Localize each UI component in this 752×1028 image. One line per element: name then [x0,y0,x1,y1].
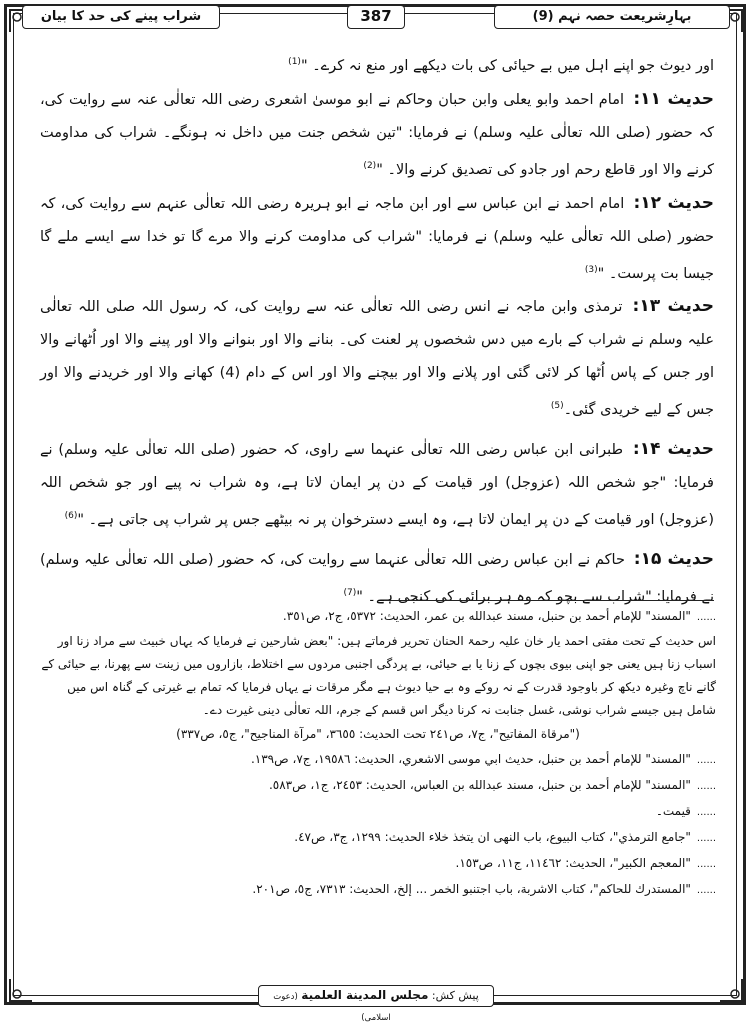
footnote-item: ......"جامع الترمذي"، كتاب البيوع، باب النهى ان يتخذ خلاء الحديث: ١٢٩٩، ج٣، ص٤٧. [294,830,716,844]
hadith-label: حدیث ۱۱: [633,88,714,109]
paragraph-text: امام احمد نے ابن عباس سے اور ابن ماجہ نے ابو ہریرہ رضی اللہ تعالٰی عنہم سے روایت کی، کہ حضور (صلی اللہ تعالٰی علیہ وسلم) نے فرمایا: "شراب کی مداومت کرنے والا مرے گا تو خدا سے ایسے ملے گا جیسا بت پرست۔ " [40,195,714,282]
page-header [22,5,730,31]
publisher-footer [258,985,494,1023]
footnotes [40,604,716,903]
footnote-item: ......"المستدرك للحاكم"، كتاب الاشربة، باب اجتنبو الخمر ... إلخ، الحديث: ٧٣١٣، ج٥، ص٢٠١. [252,882,716,896]
hadith-paragraph [40,433,714,537]
footer-prefix: پیش کش: [431,989,479,1002]
hadith-label: حدیث ۱۳: [632,296,715,317]
paragraph-text: امام احمد وابو یعلی وابن حبان وحاکم نے ابو موسیٰ اشعری رضی اللہ تعالٰی عنہ سے روایت کی، کہ حضور (صلی اللہ تعالٰی علیہ وسلم) نے فرمایا: "تین شخص جنت میں داخل نہ ہونگے۔ شراب کی مداومت کرنے والا اور قاطع رحم اور جادو کی تصدیق کرنے والا۔ " [40,91,714,178]
hadith-label: حدیث ۱۴: [632,439,714,460]
hadith-paragraph [40,187,714,291]
footnote-reference: (1) [288,57,301,67]
corner-ornament-icon [718,977,744,1003]
hadith-paragraph [40,290,714,427]
page-number: 387 [347,5,405,29]
main-text [40,46,714,614]
publisher-name: مجلس المدينة العلمية [301,988,429,1002]
footnote-reference: (3) [584,264,598,275]
footnote-item: ......قیمت۔ [655,804,716,818]
footnote-reference: (6) [64,511,78,522]
hadith-label: حدیث ۱۵: [633,549,714,570]
footnote-item: ......"المسند" للإمام أحمد بن حنبل، مسند عبدالله بن العباس، الحديث: ٢٤٥٣، ج١، ص٥٨٣. [268,778,716,792]
footnote-item: ......"المسند" للإمام أحمد بن حنبل، حديث ابي موسى الاشعري، الحديث: ١٩٥٨٦، ج٧، ص١٣٩. [250,752,716,766]
footnote-item: ......"المسند" للإمام أحمد بن حنبل، مسند عبدالله بن عمر، الحديث: ٥٣٧٢، ج٢، ص٣٥١. [282,609,716,623]
chapter-title: شراب پینے کی حد کا بیان [22,5,220,29]
publisher-sub: (دعوت اسلامی) [273,992,391,1023]
book-part-title: بہارِشریعت حصہ نہم (9) [494,5,730,29]
paragraph-text: طبرانی ابن عباس رضی اللہ تعالٰی عنہما سے راوی، کہ حضور (صلی اللہ تعالٰی علیہ وسلم) نے فرمایا: "جو شخص اللہ (عزوجل) اور قیامت کے دن پر ایمان لاتا ہے، وہ شراب نہ پیے اور جو شخص اللہ (عزوجل) اور قیامت کے دن پر ایمان لاتا ہے، وہ ایسے دسترخوان پر نہ بیٹھے جس پر شراب پی جاتی ہے۔ " [40,442,714,529]
paragraph [40,46,714,83]
footnote-item: ......"المعجم الكبير"، الحديث: ١١٤٦٢، ج١١، ص١٥٣. [455,856,716,870]
paragraph-text: حاکم نے ابن عباس رضی اللہ تعالٰی عنہما سے روایت کی، کہ حضور (صلی اللہ تعالٰی علیہ وسلم) نے فرمایا: "شراب سے بچو کہ وہ ہر برائی کی کنجی ہے۔ " [40,552,714,605]
paragraph-text: اور دیوث جو اپنے اہل میں بے حیائی کی بات دیکھے اور منع نہ کرے۔ " [300,57,714,74]
footnote-reference: (2) [363,160,377,171]
hadith-paragraph [40,83,714,187]
paragraph-text: ترمذی وابن ماجہ نے انس رضی اللہ تعالٰی عنہ سے روایت کی، کہ رسول اللہ صلی اللہ تعالٰی علیہ وسلم نے شراب کے بارے میں دس شخصوں پر لعنت کی۔ بنانے والا اور بنوانے والا اور پینے والا اور اُٹھانے والا اور جس کے پاس اُٹھا کر لائی گئی اور پلانے والا اور بیچنے والا اور اس کے دام (4) کھانے والا اور خریدنے والا اور جس کے لیے خریدی گئی۔ [40,299,714,419]
footnote-item: ("مرقاة المفاتيح"، ج٧، ص٢٤١ تحت الحديث: ٣٦٥٥، "مرآة المناجيح"، ج٥، ص٣٣٧) [176,727,580,741]
corner-ornament-icon [8,977,34,1003]
footnote-reference: (5) [550,401,564,412]
hadith-label: حدیث ۱۲: [633,192,715,213]
footnote-reference: (7) [343,588,357,599]
footnote-divider [384,600,714,601]
footnote-commentary: اس حدیث کے تحت مفتی احمد یار خان علیہ رحمۃ الحنان تحریر فرماتے ہیں: "بعض شارحین نے فرمایا کہ یہاں خبیث سے مراد زنا اور اسباب زنا ہیں یعنی جو اپنی بیوی بچوں کے زنا یا بے حیائی، بے پردگی اجنبی مردوں سے اختلاط، بازاروں میں زینت سے پھرنا، بے حیائی کے گانے ناچ وغیرہ دیکھ کر باوجود قدرت کے نہ روکے وہ بے حیا دیوث ہے مگر مرقات نے یہاں فرمایا کہ تمام بے غیرتی کے گناہ اس میں شامل ہیں جیسے شراب نوشی، غسل جنابت نہ کرنا دیگر اس قسم کے جرم، اللہ تعالٰی دینی غیرت دے۔ [41,634,716,717]
